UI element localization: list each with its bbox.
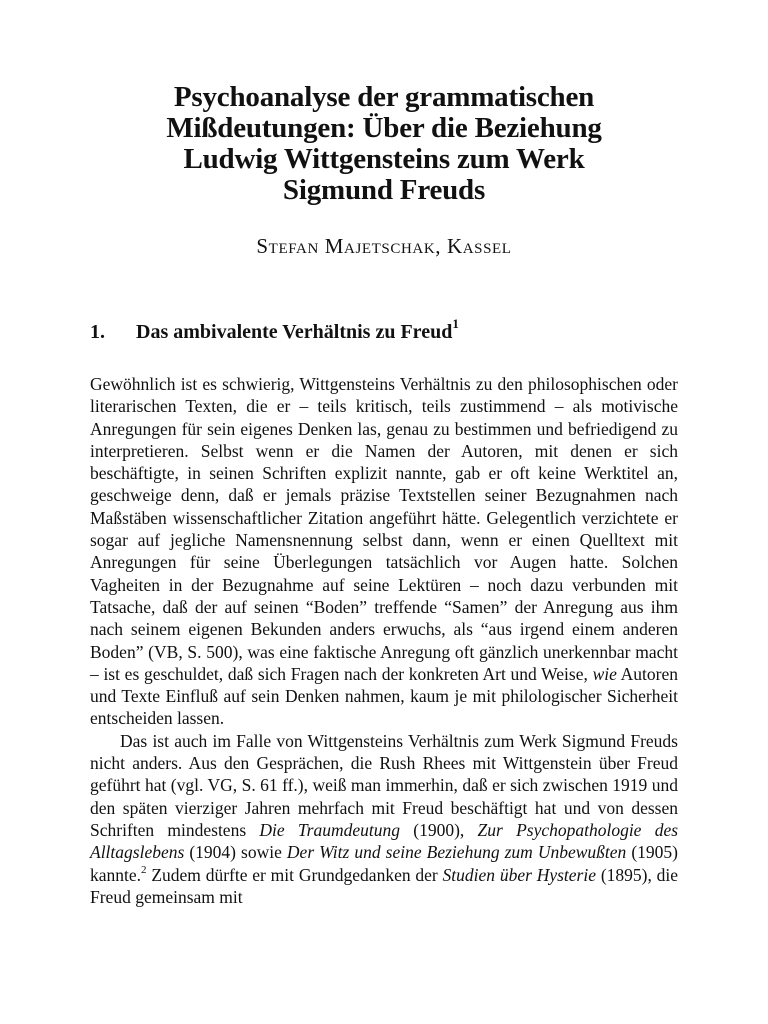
paragraph [90, 730, 678, 908]
paragraph-text: Das ist auch im Falle von Wittgensteins Verhältnis zum Werk Sigmund Freuds nicht anders. Aus den Gesprächen, die Rush Rhees mit Wittgenstein über Freud geführt hat (vgl. VG, S. 61 ff.), weiß man immerhin, daß er sich zwischen 1919 und den späten vierziger Jahren mehrfach mit Freud beschäftigt hat und von dessen Schriften mindestens [90, 730, 678, 840]
work-title: Die Traumdeutung [259, 819, 400, 840]
paragraph-text: (1904) sowie [189, 842, 282, 863]
paragraph-text: (1905) kannte. [90, 842, 679, 885]
section-heading [90, 318, 678, 346]
work-title: Studien über Hysterie [442, 864, 596, 885]
title-line: Mißdeutungen: Über die Beziehung [166, 112, 602, 144]
title-line: Psychoanalyse der grammatischen [173, 81, 595, 113]
section-number: 1. [90, 321, 105, 343]
author-line: Stefan Majetschak, Kassel [256, 234, 512, 258]
body-text [90, 373, 678, 908]
section-title: Das ambivalente Verhältnis zu Freud [136, 321, 453, 343]
title-line: Ludwig Wittgensteins zum Werk [183, 143, 585, 175]
footnote-marker: 2 [141, 863, 147, 876]
paragraph-text: (1895), die Freud gemeinsam mit [90, 864, 679, 907]
footnote-marker: 1 [452, 316, 459, 332]
title-line: Sigmund Freuds [282, 174, 486, 206]
paragraph-text: Zudem dürfte er mit Grundgedanken der [151, 864, 438, 885]
emphasis: wie [592, 663, 617, 684]
work-title: Der Witz und seine Beziehung zum Unbewußten [286, 842, 627, 863]
paragraph-text: Gewöhnlich ist es schwierig, Wittgensteins Verhältnis zu den philosophischen oder literarischen Texten, die er – teils kritisch, teils zustimmend – als motivische Anregungen für sein eigenes Denken las, genau zu bestimmen und befriedigend zu interpretieren. Selbst wenn er die Namen der Autoren, mit denen er sich beschäftigte, in seinen Schriften explizit nannte, gab er oft keine Werktitel an, geschweige denn, daß er jemals präzise Textstellen seiner Bezugnahmen nach Maßstäben wissenschaftlicher Zitation angeführt hätte. Gelegentlich verzichtete er sogar auf jegliche Namensnennung selbst dann, wenn er einen Quelltext mit Anregungen für seine Überlegungen tatsächlich vor Augen hatte. Solchen Vagheiten in der Bezugnahme auf seine Lektüren – noch dazu verbunden mit Tatsache, daß der auf seinen “Boden” treffende “Samen” der Anregung aus ihm nach seinem eigenen Bekunden anders erwuchs, als “aus irgend einem anderen Boden” (VB, S. 500), was eine faktische Anregung oft gänzlich unerkennbar macht – ist es geschuldet, daß sich Fragen nach der konkreten Art und Weise, [90, 374, 678, 684]
paper-title [90, 82, 678, 206]
paragraph [90, 373, 678, 730]
work-title: Zur Psychopathologie des Alltagslebens [90, 819, 679, 863]
paragraph-text: (1900), [413, 819, 465, 840]
paragraph-text: Autoren und Texte Einfluß auf sein Denken nahmen, kaum je mit philologischer Sicherheit entscheiden lassen. [90, 663, 678, 729]
